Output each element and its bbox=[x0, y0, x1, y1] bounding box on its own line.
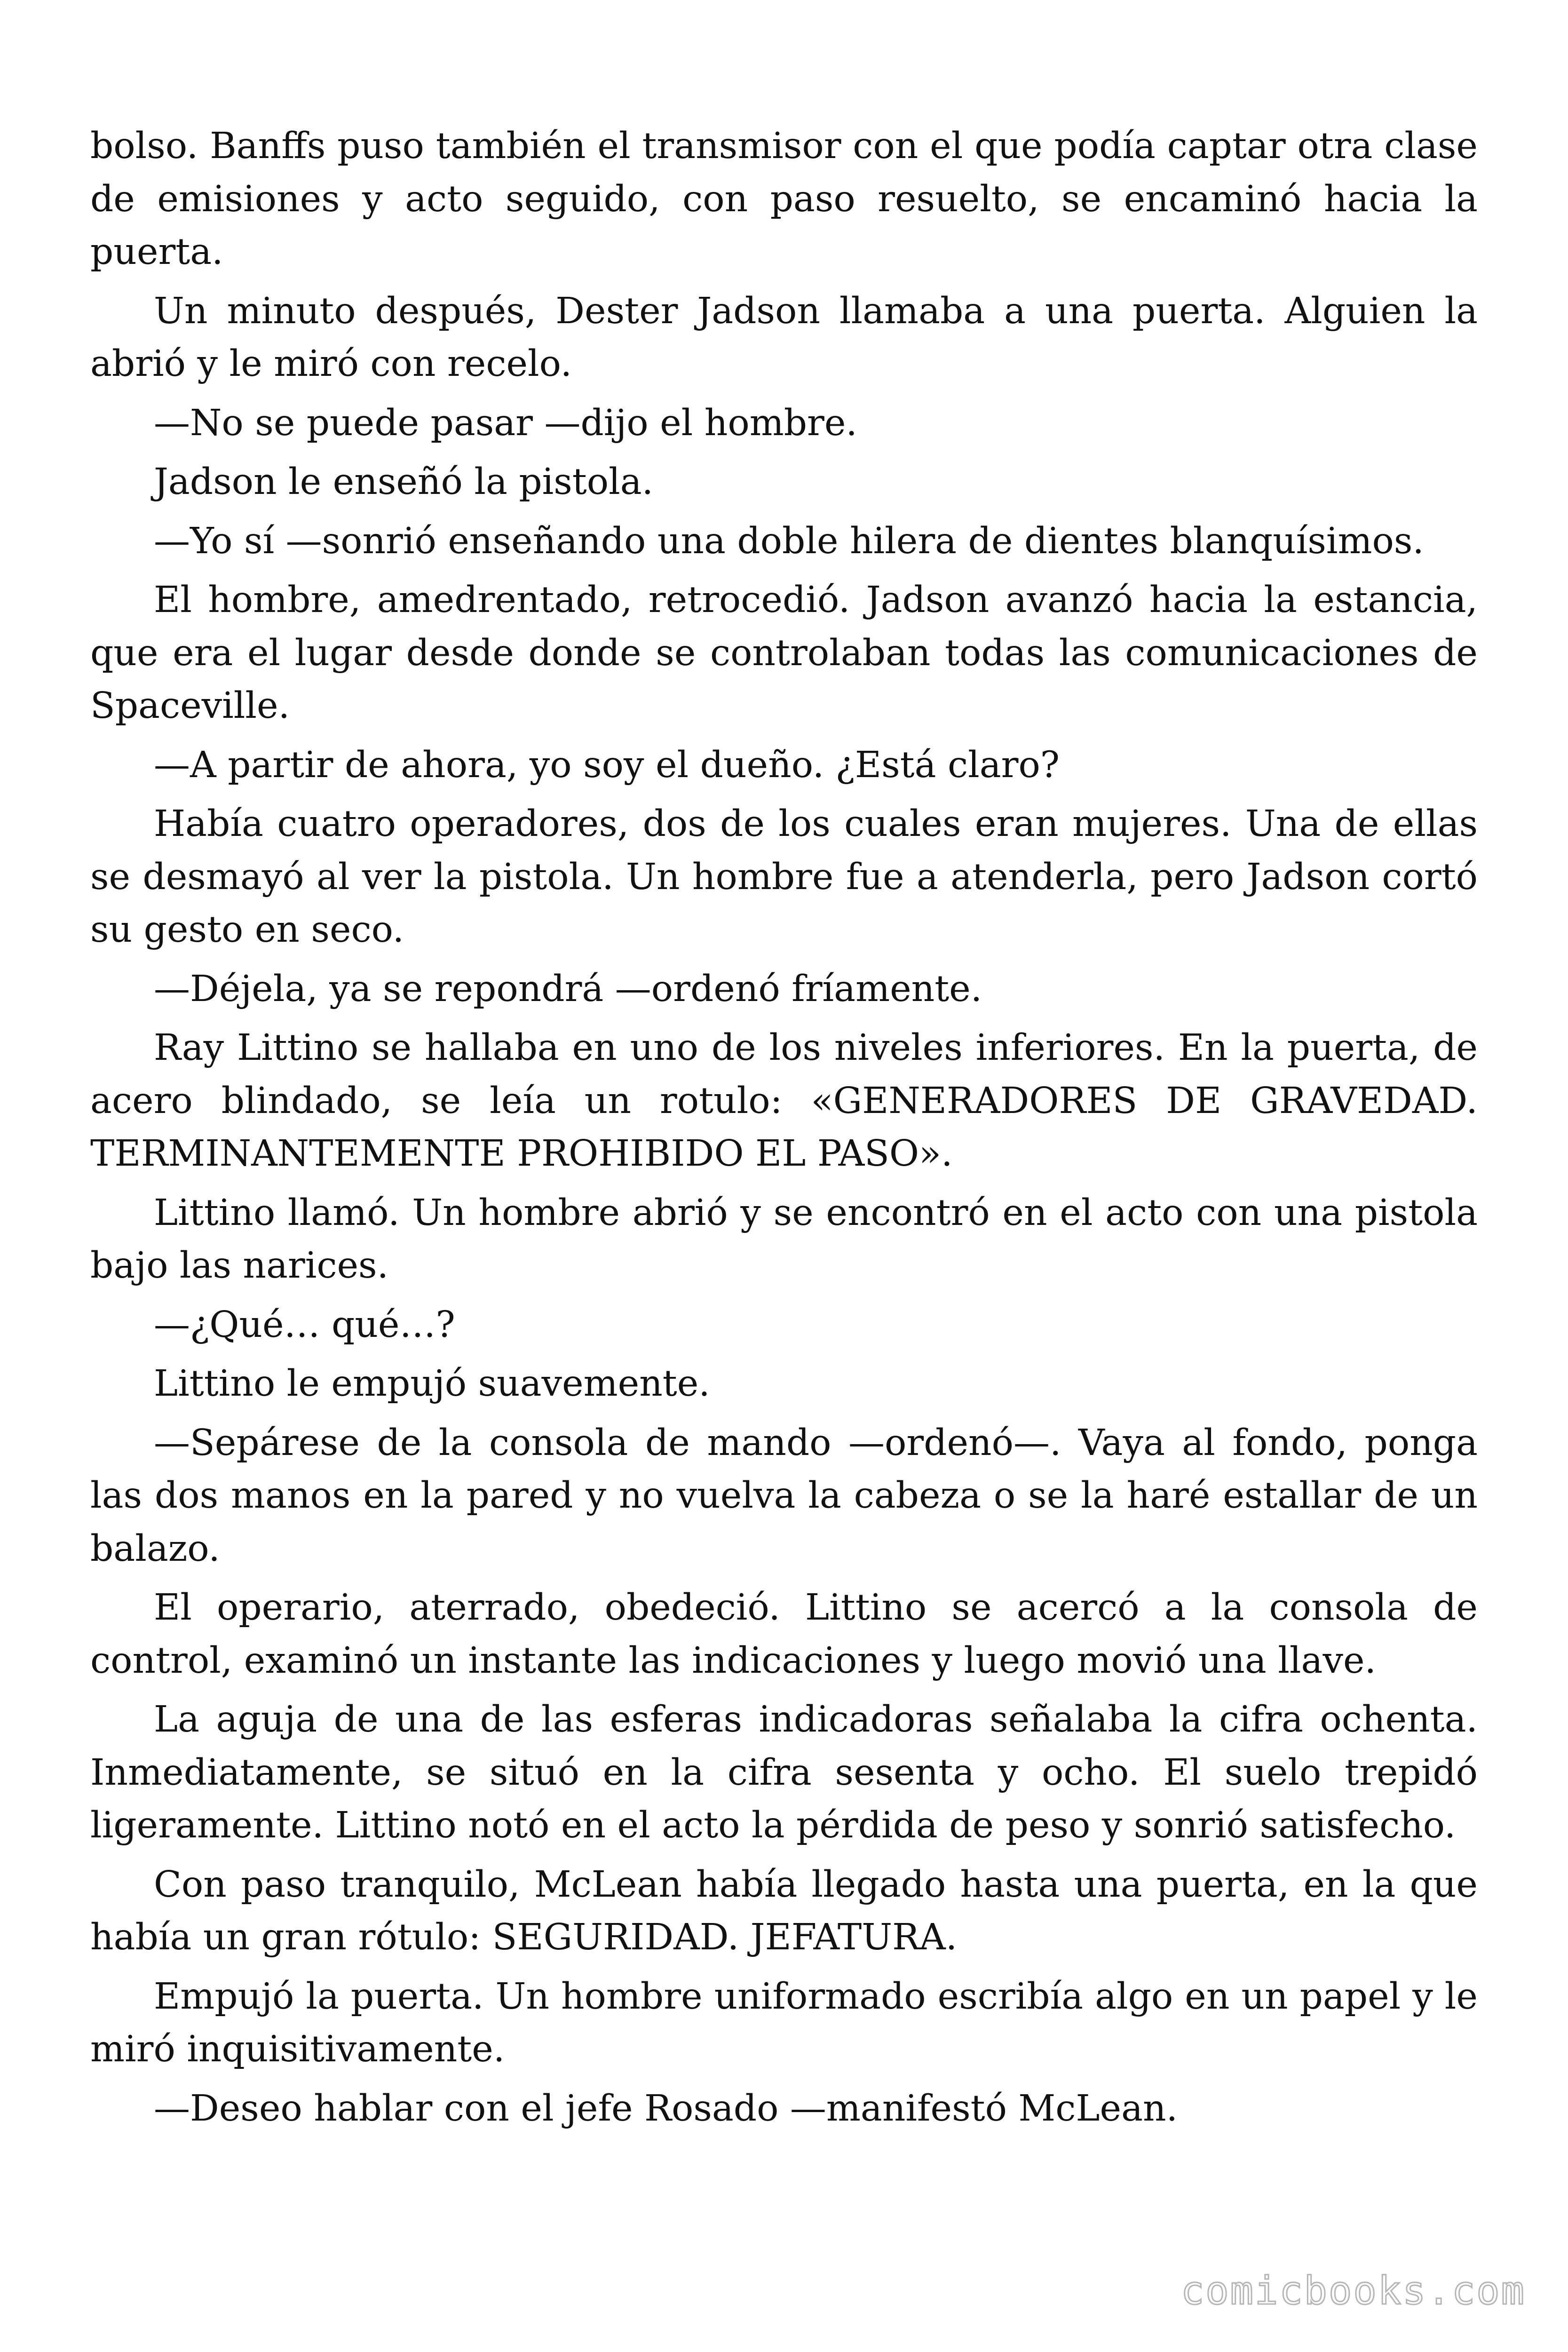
paragraph: El hombre, amedrentado, retrocedió. Jadson avanzó hacia la estancia, que era el lugar desde donde se controlaban todas las comunicaciones de Spaceville. bbox=[90, 579, 1478, 727]
paragraph: Había cuatro operadores, dos de los cuales eran mujeres. Una de ellas se desmayó al ver la pistola. Un hombre fue a atenderla, pero Jadson cortó su gesto en seco. bbox=[90, 803, 1478, 951]
paragraph: —A partir de ahora, yo soy el dueño. ¿Está claro? bbox=[154, 744, 1060, 786]
paragraph: Empujó la puerta. Un hombre uniformado escribía algo en un papel y le miró inquisitivamente. bbox=[90, 1975, 1478, 2070]
paragraph: Con paso tranquilo, McLean había llegado hasta una puerta, en la que había un gran rótulo: SEGURIDAD. JEFATURA. bbox=[90, 1863, 1478, 1958]
paragraph: —No se puede pasar —dijo el hombre. bbox=[154, 402, 857, 444]
paragraph: Littino llamó. Un hombre abrió y se encontró en el acto con una pistola bajo las narices. bbox=[90, 1192, 1478, 1287]
paragraph: bolso. Banffs puso también el transmisor con el que podía captar otra clase de emisiones y acto seguido, con paso resuelto, se encaminó hacia la puerta. bbox=[90, 125, 1478, 273]
body-text bbox=[90, 120, 1478, 2141]
paragraph: Littino le empujó suavemente. bbox=[154, 1363, 710, 1405]
paragraph: La aguja de una de las esferas indicadoras señalaba la cifra ochenta. Inmediatamente, se situó en la cifra sesenta y ocho. El suelo trepidó ligeramente. Littino notó en el acto la pérdida de peso y sonrió satisfecho. bbox=[90, 1699, 1478, 1846]
paragraph: —¿Qué… qué…? bbox=[154, 1303, 455, 1346]
paragraph: Un minuto después, Dester Jadson llamaba a una puerta. Alguien la abrió y le miró con recelo. bbox=[90, 290, 1478, 385]
paragraph: —Déjela, ya se repondrá —ordenó fríamente. bbox=[154, 968, 982, 1010]
paragraph: —Sepárese de la consola de mando —ordenó—. Vaya al fondo, ponga las dos manos en la pared y no vuelva la cabeza o se la haré estallar de un balazo. bbox=[90, 1422, 1478, 1570]
paragraph: El operario, aterrado, obedeció. Littino se acercó a la consola de control, examinó un instante las indicaciones y luego movió una llave. bbox=[90, 1587, 1478, 1682]
paragraph: —Deseo hablar con el jefe Rosado —manifestó McLean. bbox=[154, 2087, 1178, 2130]
paragraph: Ray Littino se hallaba en uno de los niveles inferiores. En la puerta, de acero blindado, se leía un rotulo: «GENERADORES DE GRAVEDAD. TERMINANTEMENTE PROHIBIDO EL PASO». bbox=[90, 1027, 1478, 1175]
paragraph: Jadson le enseñó la pistola. bbox=[154, 461, 654, 503]
watermark: comicbooks.com bbox=[1180, 2269, 1526, 2313]
paragraph: —Yo sí —sonrió enseñando una doble hilera de dientes blanquísimos. bbox=[154, 520, 1424, 562]
